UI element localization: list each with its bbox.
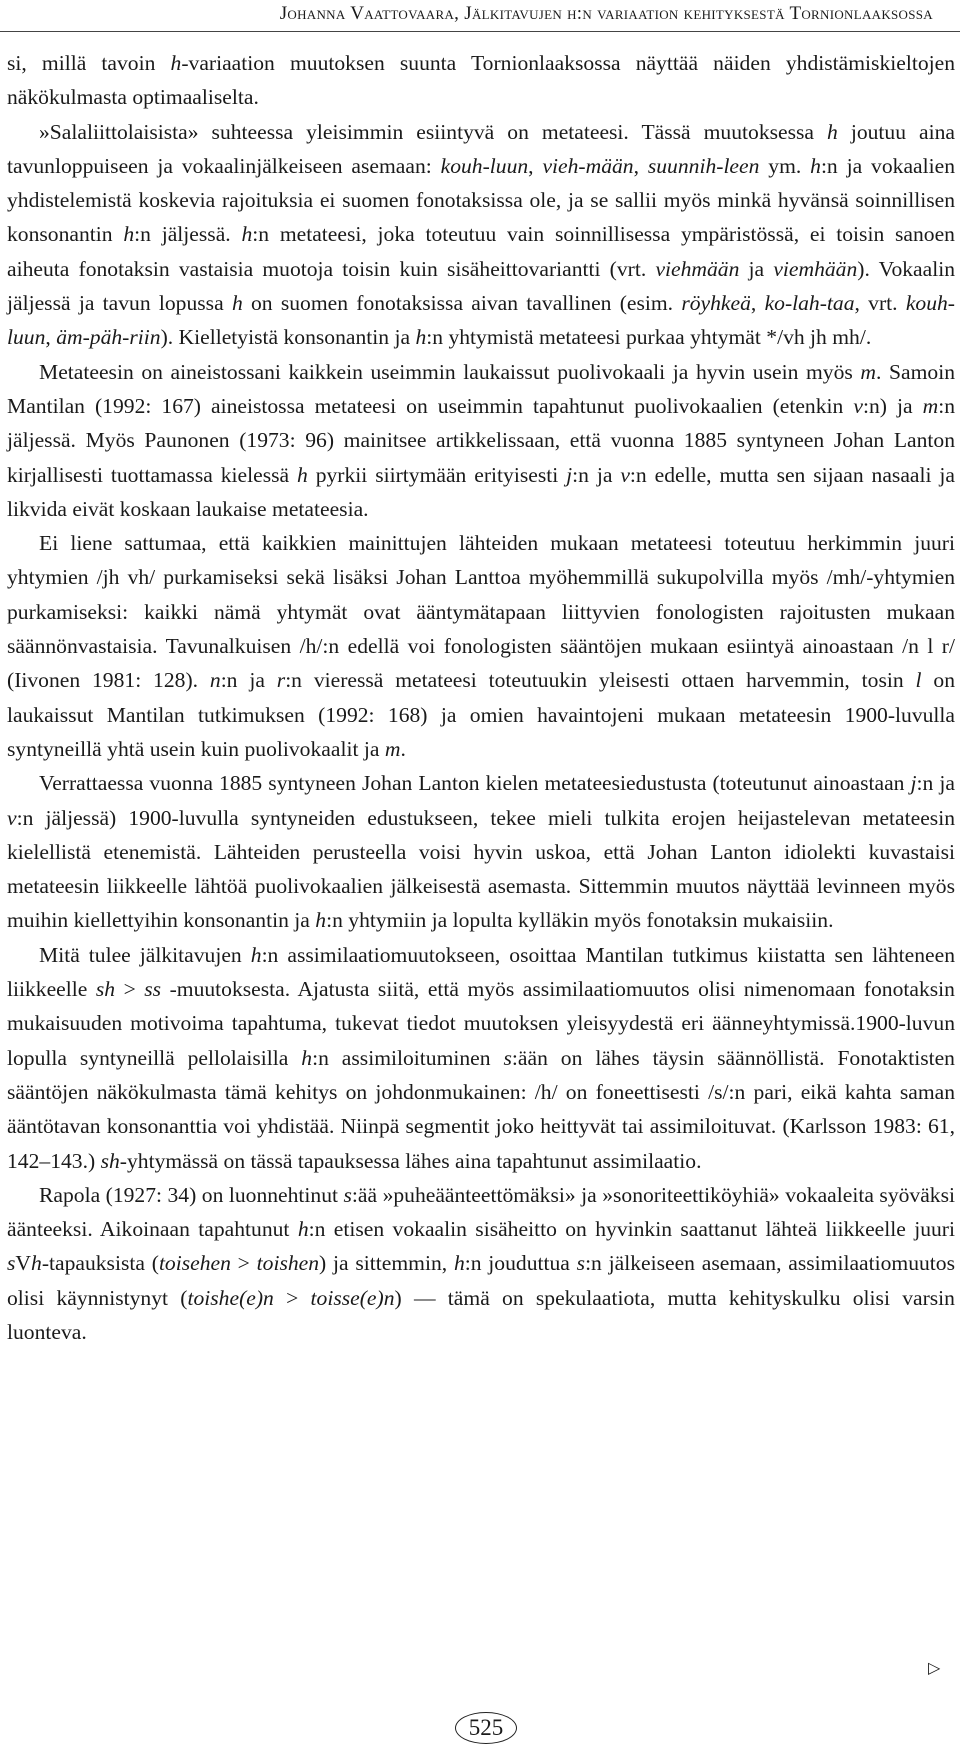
text-run: ) ja sittemmin,: [319, 1251, 454, 1276]
italic-run: v: [7, 805, 17, 830]
italic-run: kouh-luun: [440, 153, 529, 178]
text-run: -yhtymässä on tässä tapauksessa lähes aina tapahtunut assimilaatio.: [119, 1148, 702, 1173]
text-run: ). Vokaalin jäljessä ja tavun lopussa: [7, 256, 955, 316]
paragraph: [7, 1178, 955, 1349]
text-run: -tapauksista (: [41, 1251, 159, 1276]
italic-run: h: [297, 1217, 309, 1242]
italic-run: h: [31, 1251, 42, 1276]
italic-run: s: [7, 1251, 16, 1276]
italic-run: toishe(e)n: [187, 1285, 274, 1310]
italic-run: j: [910, 771, 917, 796]
italic-run: suunnih-leen: [647, 153, 760, 178]
text-run: Mitä tulee jälkitavujen: [39, 942, 251, 967]
text-run: V: [15, 1251, 32, 1276]
text-run: >: [273, 1285, 311, 1310]
text-run: ja: [739, 256, 774, 281]
text-run: ) — tämä on spekulaatiota, mutta kehityskulku olisi varsin luonteva.: [7, 1285, 955, 1344]
text-run: :n yhtymiin ja lopulta kylläkin myös fonotaksin mukaisiin.: [326, 908, 834, 933]
italic-run: h: [231, 291, 243, 316]
paragraph: [7, 526, 955, 766]
text-run: :n yhtymistä metateesi purkaa yhtymät */vh jh mh/.: [426, 325, 872, 350]
page-number: 525: [455, 1712, 517, 1744]
text-run: :n ja vokaalien yhdistelemistä koskevia rajoituksia ei suomen fonotaksissa ole, ja se sallii myös minkä hyvänsä soinnillisen konsonantin: [7, 153, 955, 247]
italic-run: l: [915, 668, 922, 693]
italic-run: h: [827, 119, 838, 144]
paragraph: [7, 938, 955, 1178]
italic-run: n: [209, 668, 221, 693]
paragraph: [7, 766, 955, 937]
italic-run: viehmään: [655, 256, 740, 281]
text-run: Metateesin on aineistossani kaikkein useimmin laukaissut puolivokaali ja hyvin usein myös: [39, 359, 861, 384]
text-run: :n jäljessä. Myös Paunonen (1973: 96) mainitsee artikkelissaan, että vuonna 1885 syntyneen Johan Lanton kirjallisesti tuottamassa kielessä: [7, 393, 955, 487]
paragraph: [7, 115, 955, 355]
italic-run: röyhkeä: [681, 291, 751, 316]
text-run: ). Kielletyistä konsonantin ja: [160, 325, 416, 350]
text-run: si, millä tavoin: [7, 51, 171, 75]
italic-run: h: [250, 942, 262, 967]
italic-run: äm-päh-riin: [56, 325, 161, 350]
italic-run: v: [620, 462, 630, 487]
italic-run: h: [123, 222, 135, 247]
italic-run: h: [315, 908, 327, 933]
text-run: ,: [633, 153, 648, 178]
italic-run: s: [343, 1182, 352, 1207]
italic-run: toishen: [256, 1251, 320, 1276]
text-run: :n edelle, mutta sen sijaan nasaali ja likvida eivät koskaan laukaise metateesia.: [7, 462, 955, 521]
text-run: >: [230, 1251, 257, 1276]
text-run: , vrt.: [854, 291, 906, 316]
text-run: >: [115, 977, 145, 1002]
italic-run: kouh-luun: [7, 291, 955, 350]
text-run: ym.: [759, 153, 811, 178]
italic-run: vieh-mään: [542, 153, 634, 178]
text-run: :n assimiloituminen: [312, 1045, 504, 1070]
italic-run: j: [566, 462, 573, 487]
text-run: -variaation muutoksen suunta Tornionlaaksossa näyttää näiden yhdistämiskieltojen näkökulmasta optimaaliselta.: [7, 51, 955, 110]
text-run: on suomen fonotaksissa aivan tavallinen (esim.: [242, 291, 682, 316]
text-run: on laukaissut Mantilan tutkimuksen (1992: 168) ja omien havaintojeni mukaan metateesin 1900-luvulla syntyneillä yhtä usein kuin puolivokaalit ja: [7, 668, 955, 761]
italic-run: m: [860, 359, 876, 384]
text-run: joutuu aina tavunloppuiseen ja vokaalinjälkeiseen asemaan:: [7, 119, 955, 178]
italic-run: v: [853, 393, 863, 418]
text-run: ,: [750, 291, 765, 316]
italic-run: h: [810, 153, 821, 178]
paragraph: [7, 46, 955, 115]
text-run: :n vieressä metateesi toteutuukin yleisesti ottaen harvemmin, tosin: [285, 668, 916, 693]
text-run: :n metateesi, joka toteutuu vain soinnillisessa ympäristössä, ei toisin sanoen aiheuta fonotaksin vastaisia muotoja toisin kuin sisäheittovariantti (vrt.: [7, 222, 955, 281]
text-run: ,: [45, 325, 57, 350]
text-run: :n jouduttua: [464, 1251, 577, 1276]
text-run: :n jälkeiseen asemaan, assimilaatiomuutos olisi käynnistynyt (: [7, 1251, 956, 1310]
italic-run: h: [415, 325, 427, 350]
text-run: :n jäljessä.: [134, 222, 242, 247]
text-run: Ei liene sattumaa, että kaikkien mainittujen lähteiden mukaan metateesi toteutuu herkimmin juuri yhtymien /jh vh/ purkamiseksi sekä lisäksi Johan Lanttoa myöhemmillä sukupolvilla myös /mh/-yhtymien purkamiseksi: kaikki nämä yhtymät ovat ääntymätapaan liittyvien fonologisten rajoitusten mukaan säännönvastaisia. Tavunalkuisen /h/:n edellä voi fonologisten sääntöjen mukaan esiintyä ainoastaan /n l r/ (Iivonen 1981: 128).: [7, 531, 955, 693]
continuation-triangle-icon: ▷: [928, 1660, 941, 1677]
italic-run: sh: [100, 1148, 120, 1173]
italic-run: h: [301, 1045, 313, 1070]
italic-run: m: [922, 393, 939, 418]
italic-run: m: [384, 736, 401, 761]
italic-run: h: [241, 222, 253, 247]
text-run: ,: [528, 153, 543, 178]
text-run: :n ja: [220, 668, 277, 693]
italic-run: r: [276, 668, 286, 693]
italic-run: viemhään: [773, 256, 858, 281]
italic-run: h: [297, 462, 308, 487]
italic-run: toisehen: [158, 1251, 231, 1276]
text-run: »Salaliittolaisista» suhteessa yleisimmin esiintyvä on metateesi. Tässä muutoksessa: [39, 119, 828, 144]
body-text: [7, 46, 955, 1349]
italic-run: h: [453, 1251, 465, 1276]
italic-run: s: [576, 1251, 586, 1276]
running-head: Johanna Vaattovaara, Jälkitavujen h:n variaation kehityksestä Tornionlaaksossa: [279, 3, 933, 24]
text-run: Rapola (1927: 34) on luonnehtinut: [39, 1182, 344, 1207]
text-run: pyrkii siirtymään erityisesti: [307, 462, 567, 487]
header-rule: [0, 31, 960, 32]
text-run: . Samoin Mantilan (1992: 167) aineistossa metateesi on useimmin tapahtunut puolivokaalien (etenkin: [7, 359, 955, 418]
text-run: :ään on lähes täysin säännöllistä. Fonotaktisten sääntöjen näkökulmasta tämä kehitys on johdonmukainen: /h/ on foneettisesti /s/:n pari, eikä kahta saman ääntötavan konsonanttia voi yhdistää. Niinpä segmentit joko heittyvät tai assimiloituvat. (Karlsson 1983: 61, 142–143.): [7, 1045, 955, 1173]
italic-run: toisse(e)n: [310, 1285, 395, 1310]
text-run: :n ja: [572, 462, 621, 487]
italic-run: ss: [144, 977, 162, 1002]
text-run: Verrattaessa vuonna 1885 syntyneen Johan Lanton kielen metateesiedustusta (toteutunut ainoastaan: [39, 771, 911, 796]
paragraph: [7, 355, 955, 526]
text-run: :n assimilaatiomuutokseen, osoittaa Mantilan tutkimus kiistatta sen lähteneen liikkeelle: [7, 942, 956, 1002]
italic-run: sh: [95, 977, 116, 1002]
text-run: -muutoksesta. Ajatusta siitä, että myös assimilaatiomuutos olisi nimenomaan fonotaksin mukaisuuden motivoima tapahtuma, tukevat tiedot muutoksen yleisyydestä eri äänneyhtymissä.1900-luvun lopulla syntyneillä pellolaisilla: [7, 977, 955, 1070]
italic-run: h: [170, 51, 182, 75]
italic-run: ko-lah-taa: [764, 291, 855, 316]
text-run: :ää »puheäänteettömäksi» ja »sonoriteettiköyhiä» vokaaleita syöväksi äänteeksi. Aikoinaan tapahtunut: [7, 1182, 955, 1242]
italic-run: s: [503, 1045, 512, 1070]
text-run: :n jäljessä) 1900-luvulla syntyneiden edustukseen, tekee mieli tulkita erojen heijastelevan metateesin kielellistä etenemistä. Lähteiden perusteella voisi hyvin uskoa, että Johan Lanton idiolekti kuvastaisi metateesin liikkeelle lähtöä puolivokaalien jälkeisestä asemasta. Sittemmin muutos näyttää levinneen myös muihin kiellettyihin konsonantin ja: [7, 805, 955, 933]
text-run: :n ja: [916, 771, 955, 796]
text-run: :n etisen vokaalin sisäheitto on hyvinkin saattanut lähteä liikkeelle juuri: [308, 1217, 955, 1242]
text-run: :n) ja: [862, 393, 923, 418]
text-run: .: [400, 736, 406, 761]
